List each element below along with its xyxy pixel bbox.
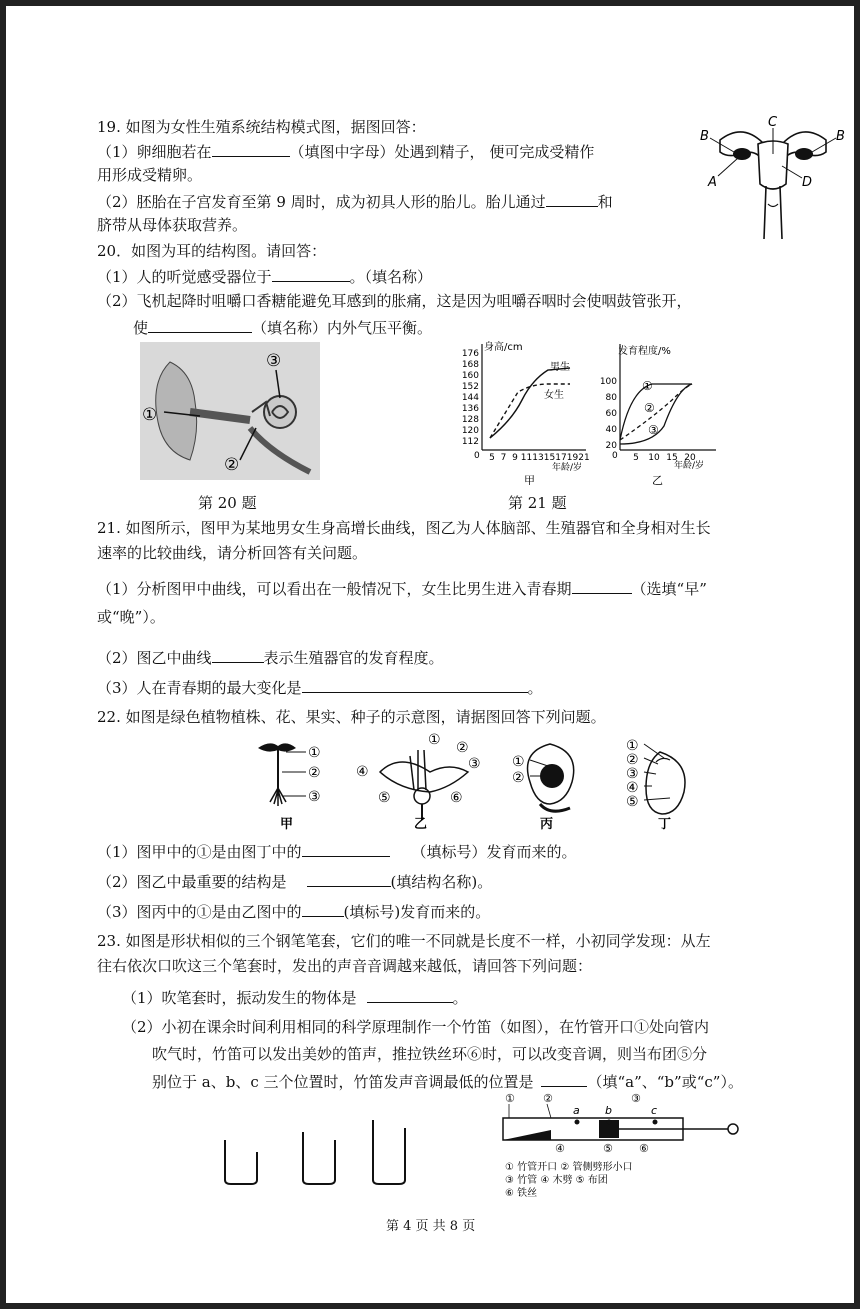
q21-part2 — [97, 646, 444, 669]
q22-blank-1[interactable] — [302, 840, 390, 857]
chart-yi-curve-2-label: ② — [644, 401, 655, 415]
q22-p3-text-a: （3）图丙中的①是由乙图中的 — [97, 903, 302, 921]
chart-jia-xtick-7: 19 — [566, 453, 579, 463]
yi-mark-6: ⑥ — [450, 790, 463, 806]
ding-mark-1: ① — [626, 738, 639, 754]
pen-cap-short — [225, 1140, 257, 1184]
q19-title: 19. 如图为女性生殖系统结构模式图，据图回答： — [97, 118, 426, 136]
chart-yi-ytick-2: 60 — [605, 409, 617, 419]
fig-name-bing: 丙 — [540, 817, 554, 832]
flute-mark-3: ③ — [631, 1092, 641, 1105]
q20-p1-text-b: 。（填名称） — [349, 268, 433, 286]
chart-jia-ytick-2: 160 — [461, 371, 479, 381]
yi-mark-3: ③ — [468, 756, 481, 772]
q20-p2-text-c: （填名称）内外气压平衡。 — [252, 319, 433, 337]
chart-jia-girl-label: 女生 — [544, 390, 564, 401]
chart-jia-ylabel: 身高/cm — [484, 342, 523, 353]
q23-blank-1[interactable] — [367, 986, 453, 1003]
q23-part2-cont: 吹气时，竹笛可以发出美妙的笛声，推拉铁丝环⑥时，可以改变音调，则当布团⑤分 — [152, 1045, 708, 1063]
chart-yi-zero: 0 — [612, 451, 618, 461]
q22-blank-3[interactable] — [302, 900, 344, 917]
q20-part2: （2）飞机起降时咀嚼口香糖能避免耳感到的胀痛，这是因为咀嚼吞咽时会使咽鼓管张开， — [97, 292, 692, 310]
chart-jia-xtick-4: 13 — [532, 453, 544, 463]
jia-mark-3: ③ — [308, 789, 321, 805]
q20-caption: 第 20 题 — [198, 494, 257, 512]
q23-title: 23. 如图是形状相似的三个钢笔笔套，它们的唯一不同就是长度不一样，小初同学发现：从左 — [97, 932, 711, 950]
ding-mark-4: ④ — [626, 780, 639, 796]
q21-part1 — [97, 577, 707, 600]
chart-jia-zero: 0 — [474, 451, 480, 461]
jia-mark-2: ② — [308, 765, 321, 781]
yi-mark-4: ④ — [356, 764, 369, 780]
chart-jia-ytick-1: 168 — [461, 360, 479, 370]
jia-mark-1: ① — [308, 745, 321, 761]
chart-jia-ytick-3: 152 — [461, 382, 479, 392]
chart-jia-ytick-4: 144 — [461, 393, 479, 403]
chart-yi-xtick-1: 10 — [648, 453, 660, 463]
chart-jia-ytick-5: 136 — [461, 404, 479, 414]
q23-part2: （2）小初在课余时间利用相同的科学原理制作一个竹笛（如图），在竹管开口①处向管内 — [122, 1018, 710, 1036]
chart-jia-boy-label: 男生 — [550, 362, 570, 373]
q21-blank-2[interactable] — [212, 646, 264, 663]
pen-cap-long — [373, 1120, 405, 1184]
flute-mark-1: ① — [505, 1092, 515, 1105]
q22-title: 22. 如图是绿色植物植株、花、果实、种子的示意图，请据图回答下列问题。 — [97, 708, 606, 726]
chart-yi-xtick-0: 5 — [633, 453, 639, 463]
flute-wood-wedge — [503, 1130, 551, 1140]
chart-yi-ytick-4: 20 — [605, 441, 617, 451]
fig-name-jia: 甲 — [280, 817, 294, 832]
q21-p1-text-b: （选填“早” — [631, 580, 707, 598]
q20-blank-2[interactable] — [148, 316, 252, 333]
q21-title-cont: 速率的比较曲线，请分析回答有关问题。 — [97, 544, 368, 562]
chart-jia-xtick-8: 21 — [578, 453, 590, 463]
flute-legend-2: ③ 竹管 ④ 木劈 ⑤ 布团 — [505, 1175, 608, 1186]
chart-jia-ytick-0: 176 — [461, 349, 479, 359]
chart-jia-ytick-7: 120 — [461, 426, 479, 436]
chart-yi-name: 乙 — [652, 474, 663, 485]
flower-yi — [356, 732, 481, 832]
q23-p1-text-a: （1）吹笔套时，振动发生的物体是 — [122, 989, 357, 1007]
q23-title-cont: 往右依次口吹这三个笔套时，发出的声音音调越来越低，请回答下列问题： — [97, 957, 593, 975]
chart-jia-ytick-6: 128 — [461, 415, 479, 425]
pen-caps-figure — [215, 1110, 425, 1190]
flute-mark-5: ⑤ — [603, 1142, 613, 1155]
q23-part2-cont2 — [152, 1070, 743, 1093]
q21-part3 — [97, 676, 543, 699]
fig19-label-c: C — [768, 115, 778, 130]
chart-yi-xlabel: 年龄/岁 — [674, 461, 705, 471]
flute-wire-ring — [728, 1124, 738, 1134]
chart-jia-xtick-0: 5 — [489, 453, 495, 463]
q22-p1-text-a: （1）图甲中的①是由图丁中的 — [97, 843, 302, 861]
q20-title: 20．如图为耳的结构图。请回答： — [97, 242, 327, 260]
yi-mark-2: ② — [456, 740, 469, 756]
q22-part2 — [97, 870, 492, 893]
chart-jia-xtick-5: 15 — [543, 453, 556, 463]
chart-jia-xlabel: 年龄/岁 — [552, 463, 583, 473]
bamboo-flute-figure — [495, 1092, 745, 1202]
flute-mark-4: ④ — [555, 1142, 565, 1155]
q19-p2-text-a: （2）胚胎在子宫发育至第 9 周时，成为初具人形的胎儿。胎儿通过 — [97, 193, 546, 211]
q20-p2-text-b: 使 — [133, 319, 149, 337]
chart-jia-name: 甲 — [524, 474, 535, 485]
flute-pos-a: a — [573, 1104, 580, 1117]
pen-cap-medium — [303, 1132, 335, 1184]
q20-part2-cont — [133, 316, 432, 339]
chart-jia-xtick-6: 17 — [555, 453, 567, 463]
q19-part1 — [97, 140, 594, 163]
q23-p2-text-d: （填“a”、“b”或“c”）。 — [587, 1073, 743, 1091]
plant-figures — [250, 732, 700, 832]
q19-p2-text-b: 和 — [597, 193, 613, 211]
chart-jia-xtick-3: 11 — [520, 453, 533, 463]
q20-part1 — [97, 265, 432, 288]
q21-p3-text-b: 。 — [527, 679, 543, 697]
q19-blank-2[interactable] — [546, 190, 598, 207]
ding-mark-3: ③ — [626, 766, 639, 782]
q22-part3 — [97, 900, 490, 923]
q23-blank-2[interactable] — [541, 1070, 587, 1087]
q19-part2-cont: 脐带从母体获取营养。 — [97, 216, 248, 234]
q20-blank-1[interactable] — [272, 265, 350, 282]
flute-pos-c: c — [651, 1104, 658, 1117]
ear-label-2: ② — [224, 455, 240, 475]
female-reproductive-figure — [698, 114, 848, 246]
q21-part1-cont: 或“晚”）。 — [97, 608, 165, 626]
q22-p1-text-b: （填标号）发育而来的。 — [411, 843, 577, 861]
yi-mark-5: ⑤ — [378, 790, 391, 806]
flute-mark-6: ⑥ — [639, 1142, 649, 1155]
flute-pos-b: b — [605, 1104, 612, 1117]
chart-yi-ytick-3: 40 — [605, 425, 617, 435]
q21-p1-text-a: （1）分析图甲中曲线，可以看出在一般情况下，女生比男生进入青春期 — [97, 580, 572, 598]
q22-p2-text-a: （2）图乙中最重要的结构是 — [97, 873, 287, 891]
seed-ding — [626, 738, 685, 832]
q21-blank-3[interactable] — [302, 676, 528, 693]
q21-title: 21. 如图所示，图甲为某地男女生身高增长曲线，图乙为人体脑部、生殖器官和全身相对生长 — [97, 519, 711, 537]
q19-blank-1[interactable] — [212, 140, 290, 157]
chart-jia-boy-curve — [490, 368, 570, 438]
yi-mark-1: ① — [428, 732, 441, 748]
chart-yi — [592, 340, 732, 485]
q19-p1-text-b: （填图中字母）处遇到精子， 便可完成受精作 — [289, 143, 595, 161]
q22-p3-text-b: (填标号)发育而来的。 — [343, 903, 491, 921]
ding-mark-5: ⑤ — [626, 794, 639, 810]
q23-p1-text-b: 。 — [452, 989, 468, 1007]
q21-p3-text-a: （3）人在青春期的最大变化是 — [97, 679, 302, 697]
fig19-label-a: A — [708, 175, 717, 190]
q21-caption: 第 21 题 — [508, 494, 567, 512]
chart-yi-ytick-1: 80 — [605, 393, 617, 403]
q19-part2 — [97, 190, 613, 213]
q21-p2-text-b: 表示生殖器官的发育程度。 — [263, 649, 444, 667]
q23-part1 — [122, 986, 468, 1009]
chart-jia-ytick-8: 112 — [461, 437, 479, 447]
ear-label-3: ③ — [266, 351, 282, 371]
fruit-bing — [512, 744, 574, 832]
q19-p1-text-a: （1）卵细胞若在 — [97, 143, 212, 161]
flute-legend-1: ① 竹管开口 ② 管侧劈形小口 — [505, 1162, 633, 1173]
fig-name-ding: 丁 — [658, 817, 672, 832]
q22-blank-2[interactable] — [307, 870, 391, 887]
ding-mark-2: ② — [626, 752, 639, 768]
fig-name-yi: 乙 — [414, 817, 428, 832]
q20-p1-text-a: （1）人的听觉感受器位于 — [97, 268, 272, 286]
chart-yi-ytick-0: 100 — [599, 377, 617, 387]
ear-label-1: ① — [142, 405, 158, 425]
chart-jia-xtick-2: 9 — [512, 453, 518, 463]
q21-p2-text-a: （2）图乙中曲线 — [97, 649, 212, 667]
chart-yi-xtick-3: 20 — [684, 453, 696, 463]
chart-yi-curve-1-label: ① — [642, 379, 653, 393]
fig19-label-b-left: B — [700, 129, 709, 144]
chart-jia — [452, 340, 592, 485]
chart-yi-ylabel: 发育程度/% — [618, 346, 671, 357]
q21-blank-1[interactable] — [572, 577, 632, 594]
chart-yi-curve-3-label: ③ — [648, 423, 659, 437]
flute-mark-2: ② — [543, 1092, 553, 1105]
q19-part1-cont: 用形成受精卵。 — [97, 166, 203, 184]
ear-structure-figure — [140, 342, 320, 480]
fig19-label-d: D — [802, 175, 813, 190]
chart-yi-xtick-2: 15 — [666, 453, 678, 463]
chart-jia-xtick-1: 7 — [500, 453, 507, 463]
plant-jia — [258, 743, 321, 832]
page-footer: 第 4 页 共 8 页 — [386, 1219, 476, 1234]
bing-mark-1: ① — [512, 754, 525, 770]
fig19-label-b-right: B — [836, 129, 845, 144]
q22-p2-text-b: (填结构名称)。 — [390, 873, 493, 891]
q22-part1 — [97, 840, 577, 863]
flute-legend-3: ⑥ 铁丝 — [505, 1188, 538, 1199]
q23-p2-text-c: 别位于 a、b、c 三个位置时，竹笛发声音调最低的位置是 — [152, 1073, 534, 1091]
bing-mark-2: ② — [512, 770, 525, 786]
